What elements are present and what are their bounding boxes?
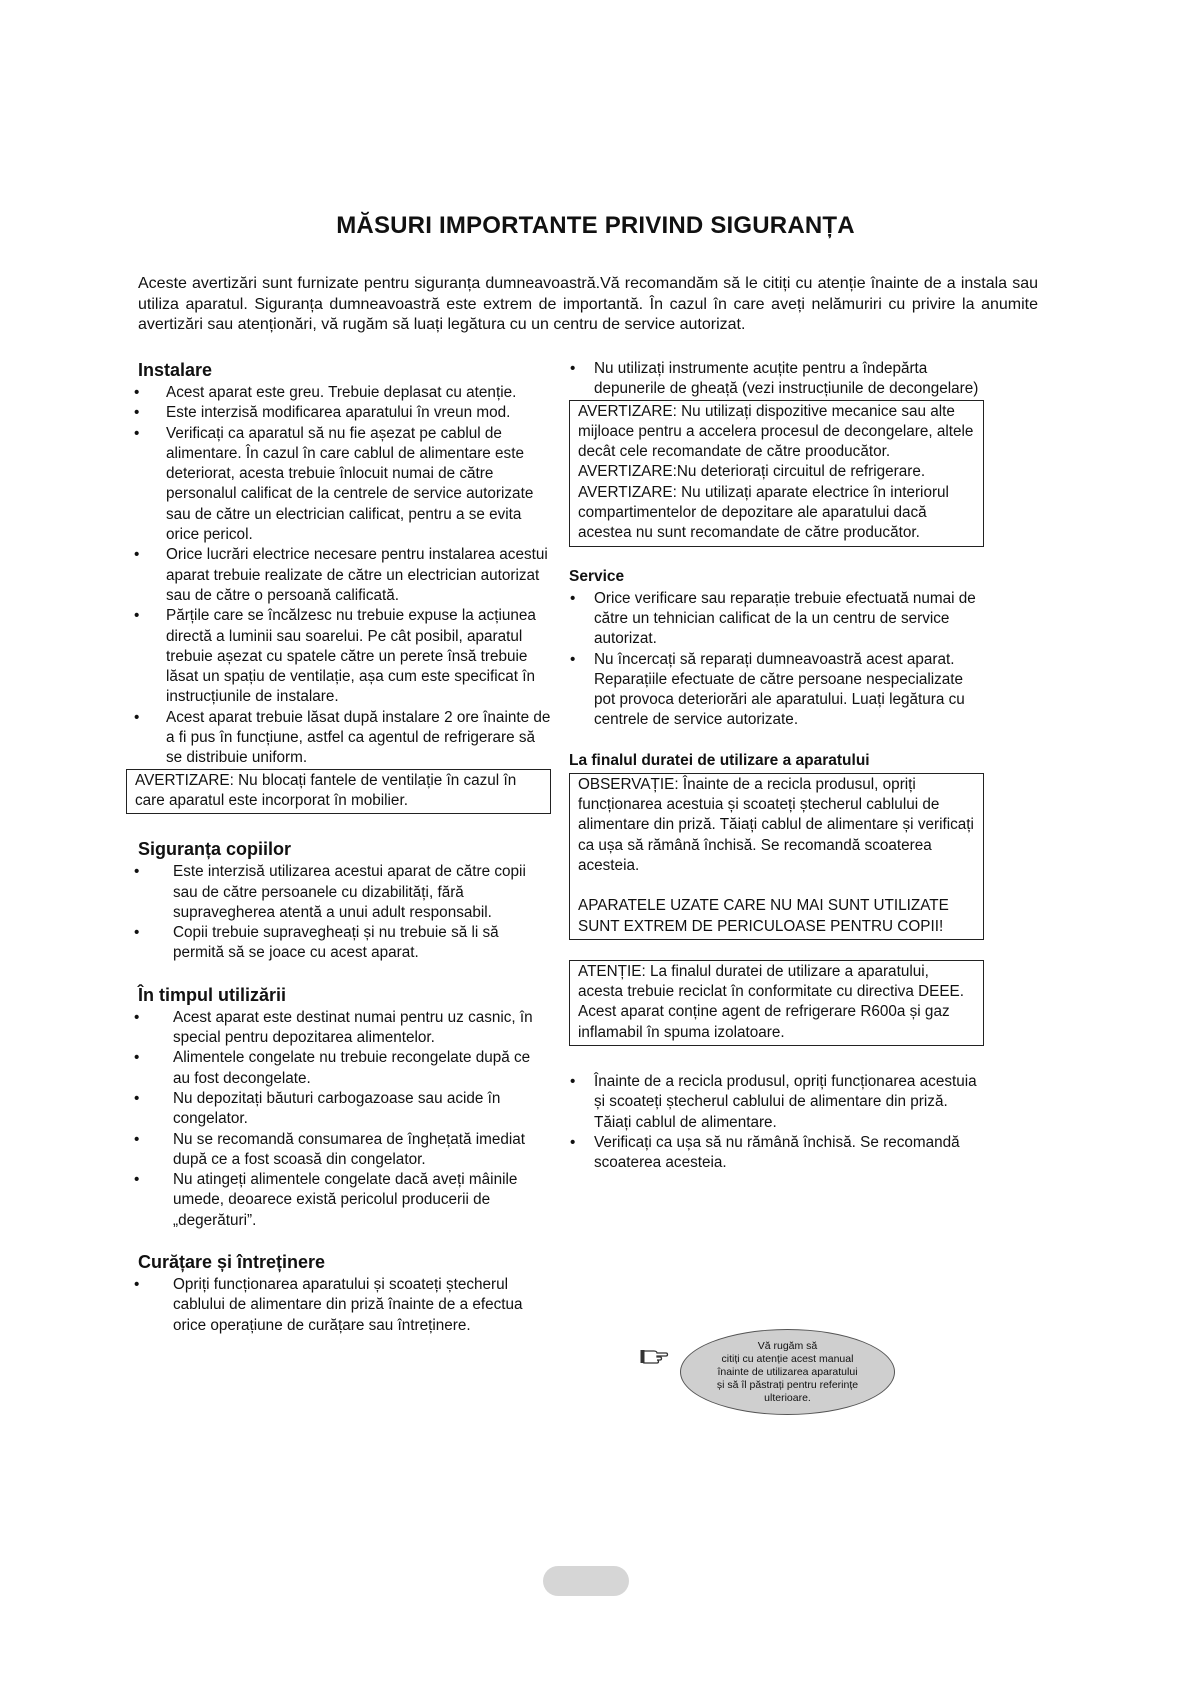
- list-item: • Acest aparat trebuie lăsat după instalare 2 ore înainte de a fi pus în funcțiune, astfel ca agentul de refrigerare să se distribuie uniform.: [126, 708, 551, 769]
- list-item: • Orice lucrări electrice necesare pentru instalarea acestui aparat trebuie realizate de către un electrician autorizat sau de către o persoană calificată.: [126, 545, 551, 606]
- note-line: Vă rugăm să: [757, 1339, 818, 1352]
- left-column: [126, 359, 551, 1336]
- utilizare-list: [126, 1008, 551, 1231]
- list-item: • Nu încercați să reparați dumneavoastră acest aparat. Reparațiile efectuate de către persoane nespecializate pot provoca deteriorări ale aparatului. Luați legătura cu centrele de service autorizate.: [569, 650, 984, 731]
- warning-text: AVERTIZARE: Nu utilizați aparate electrice în interiorul compartimentelor de depozitare ale aparatului dacă acestea nu sunt recomandate de către producător.: [578, 483, 949, 542]
- page-title: MĂSURI IMPORTANTE PRIVIND SIGURANȚA: [336, 212, 855, 239]
- recycling-warning-box: [569, 960, 984, 1046]
- list-item: • Opriți funcționarea aparatului și scoateți ștecherul cablului de alimentare din priză înainte de a efectua orice operațiune de curățare sau întreținere.: [126, 1275, 551, 1336]
- decongelare-list: [569, 359, 984, 400]
- note-line: citiți cu atenție acest manual: [721, 1352, 854, 1365]
- note-line: ulterioare.: [764, 1391, 811, 1404]
- right-column: [569, 359, 984, 1174]
- note-line: înainte de utilizarea aparatului: [717, 1365, 858, 1378]
- warning-text: AVERTIZARE:Nu deteriorați circuitul de refrigerare.: [578, 463, 926, 481]
- curatare-list: [126, 1275, 551, 1336]
- list-item: • Înainte de a recicla produsul, opriți funcționarea acestuia și scoateți ștecherul cablului de alimentare din priză. Tăiați cablul de alimentare.: [569, 1072, 984, 1133]
- ventilation-warning-box: [126, 769, 551, 815]
- list-item: • Nu se recomandă consumarea de înghețată imediat după ce a fost scoasă din congelator.: [126, 1130, 551, 1171]
- note-text: OBSERVAȚIE: Înainte de a recicla produsul, opriți funcționarea acestuia și scoateți ștecherul cablului de alimentare din priză. Tăiați cablul de alimentare și verificați ca ușa să rămână închisă. Se recomandă scoaterea acesteia.: [578, 775, 974, 874]
- list-item: • Orice verificare sau reparație trebuie efectuată numai de către un tehnician calificat de la un centru de service autorizat.: [569, 589, 984, 650]
- section-heading-curatare: Curățare și întreținere: [138, 1251, 326, 1272]
- list-item: • Acest aparat este destinat numai pentru uz casnic, în special pentru depozitarea alimentelor.: [126, 1008, 551, 1049]
- defrost-warning-box: [569, 400, 984, 547]
- service-list: [569, 589, 984, 731]
- list-item: • Nu depozitați băuturi carbogazoase sau acide în congelator.: [126, 1089, 551, 1130]
- intro-paragraph: Aceste avertizări sunt furnizate pentru siguranța dumneavoastră.Vă recomandăm să le citiți cu atenție înainte de a instala sau utiliza aparatul. Siguranța dumneavoastră este extrem de importantă. În cazul în care aveți nelămuriri cu privire la anumite avertizări sau atenționări, vă rugăm să luați legătura cu un centru de service autorizat.: [138, 275, 1038, 333]
- list-item: • Alimentele congelate nu trebuie recongelate după ce au fost decongelate.: [126, 1048, 551, 1089]
- note-oval: [680, 1329, 895, 1415]
- copii-list: [126, 862, 551, 963]
- instalare-list: [126, 383, 551, 769]
- list-item: • Este interzisă utilizarea acestui aparat de către copii sau de către persoanele cu dizabilități, fără supravegherea atentă a unui adult responsabil.: [126, 862, 551, 923]
- list-item: • Este interzisă modificarea aparatului în vreun mod.: [126, 403, 551, 423]
- section-heading-final: La finalul duratei de utilizare a aparatului: [569, 751, 870, 769]
- section-heading-utilizare: În timpul utilizării: [138, 984, 286, 1005]
- list-item: • Părțile care se încălzesc nu trebuie expuse la acțiunea directă a luminii sau soarelui. Pe cât posibil, aparatul trebuie așezat cu spatele către un perete însă trebuie lăsat un spațiu de ventilație, așa cum este specificat în instrucțiunile de instalare.: [126, 606, 551, 707]
- section-heading-instalare: Instalare: [138, 360, 213, 380]
- list-item: • Nu utilizați instrumente acuțite pentru a îndepărta depunerile de gheață (vezi instrucțiunile de decongelare): [569, 359, 984, 400]
- list-item: • Verificați ca aparatul să nu fie așezat pe cablul de alimentare. În cazul în care cablul de alimentare este deteriorat, acesta trebuie înlocuit numai de către personalul calificat de la centrele de service autorizate sau de către un electrician calificat, pentru a se evita orice pericol.: [126, 424, 551, 546]
- list-item: • Acest aparat este greu. Trebuie deplasat cu atenție.: [126, 383, 551, 403]
- section-heading-copii: Siguranța copiilor: [138, 839, 292, 860]
- list-item: • Verificați ca ușa să nu rămână închisă. Se recomandă scoaterea acesteia.: [569, 1133, 984, 1174]
- disposal-note-box: [569, 773, 984, 940]
- warning-text: ATENȚIE: La finalul duratei de utilizare a aparatului, acesta trebuie reciclat în conformitate cu directiva DEEE. Acest aparat conține agent de refrigerare R600a și gaz inflamabil în spuma izolatoare.: [578, 962, 964, 1041]
- warning-text: AVERTIZARE: Nu utilizați dispozitive mecanice sau alte mijloace pentru a accelera procesul de decongelare, altele decât cele recomandate de către prooducător.: [578, 402, 974, 461]
- warning-text: AVERTIZARE: Nu blocați fantele de ventilație în cazul în care aparatul este incorporat în mobilier.: [135, 771, 517, 809]
- list-item: • Nu atingeți alimentele congelate dacă aveți mâinile umede, deoarece există pericolul producerii de „degerături”.: [126, 1170, 551, 1231]
- section-heading-service: Service: [569, 567, 625, 585]
- pointing-hand-icon: [640, 1345, 670, 1365]
- page-number-pill: [543, 1566, 629, 1596]
- note-line: și să îl păstrați pentru referințe: [716, 1378, 859, 1391]
- note-text: APARATELE UZATE CARE NU MAI SUNT UTILIZATE SUNT EXTREM DE PERICULOASE PENTRU COPII!: [578, 897, 949, 935]
- list-item: • Copii trebuie supravegheați și nu trebuie să li să permită să se joace cu acest aparat.: [126, 923, 551, 964]
- read-manual-note: [640, 1329, 900, 1417]
- disposal-list: [569, 1072, 984, 1173]
